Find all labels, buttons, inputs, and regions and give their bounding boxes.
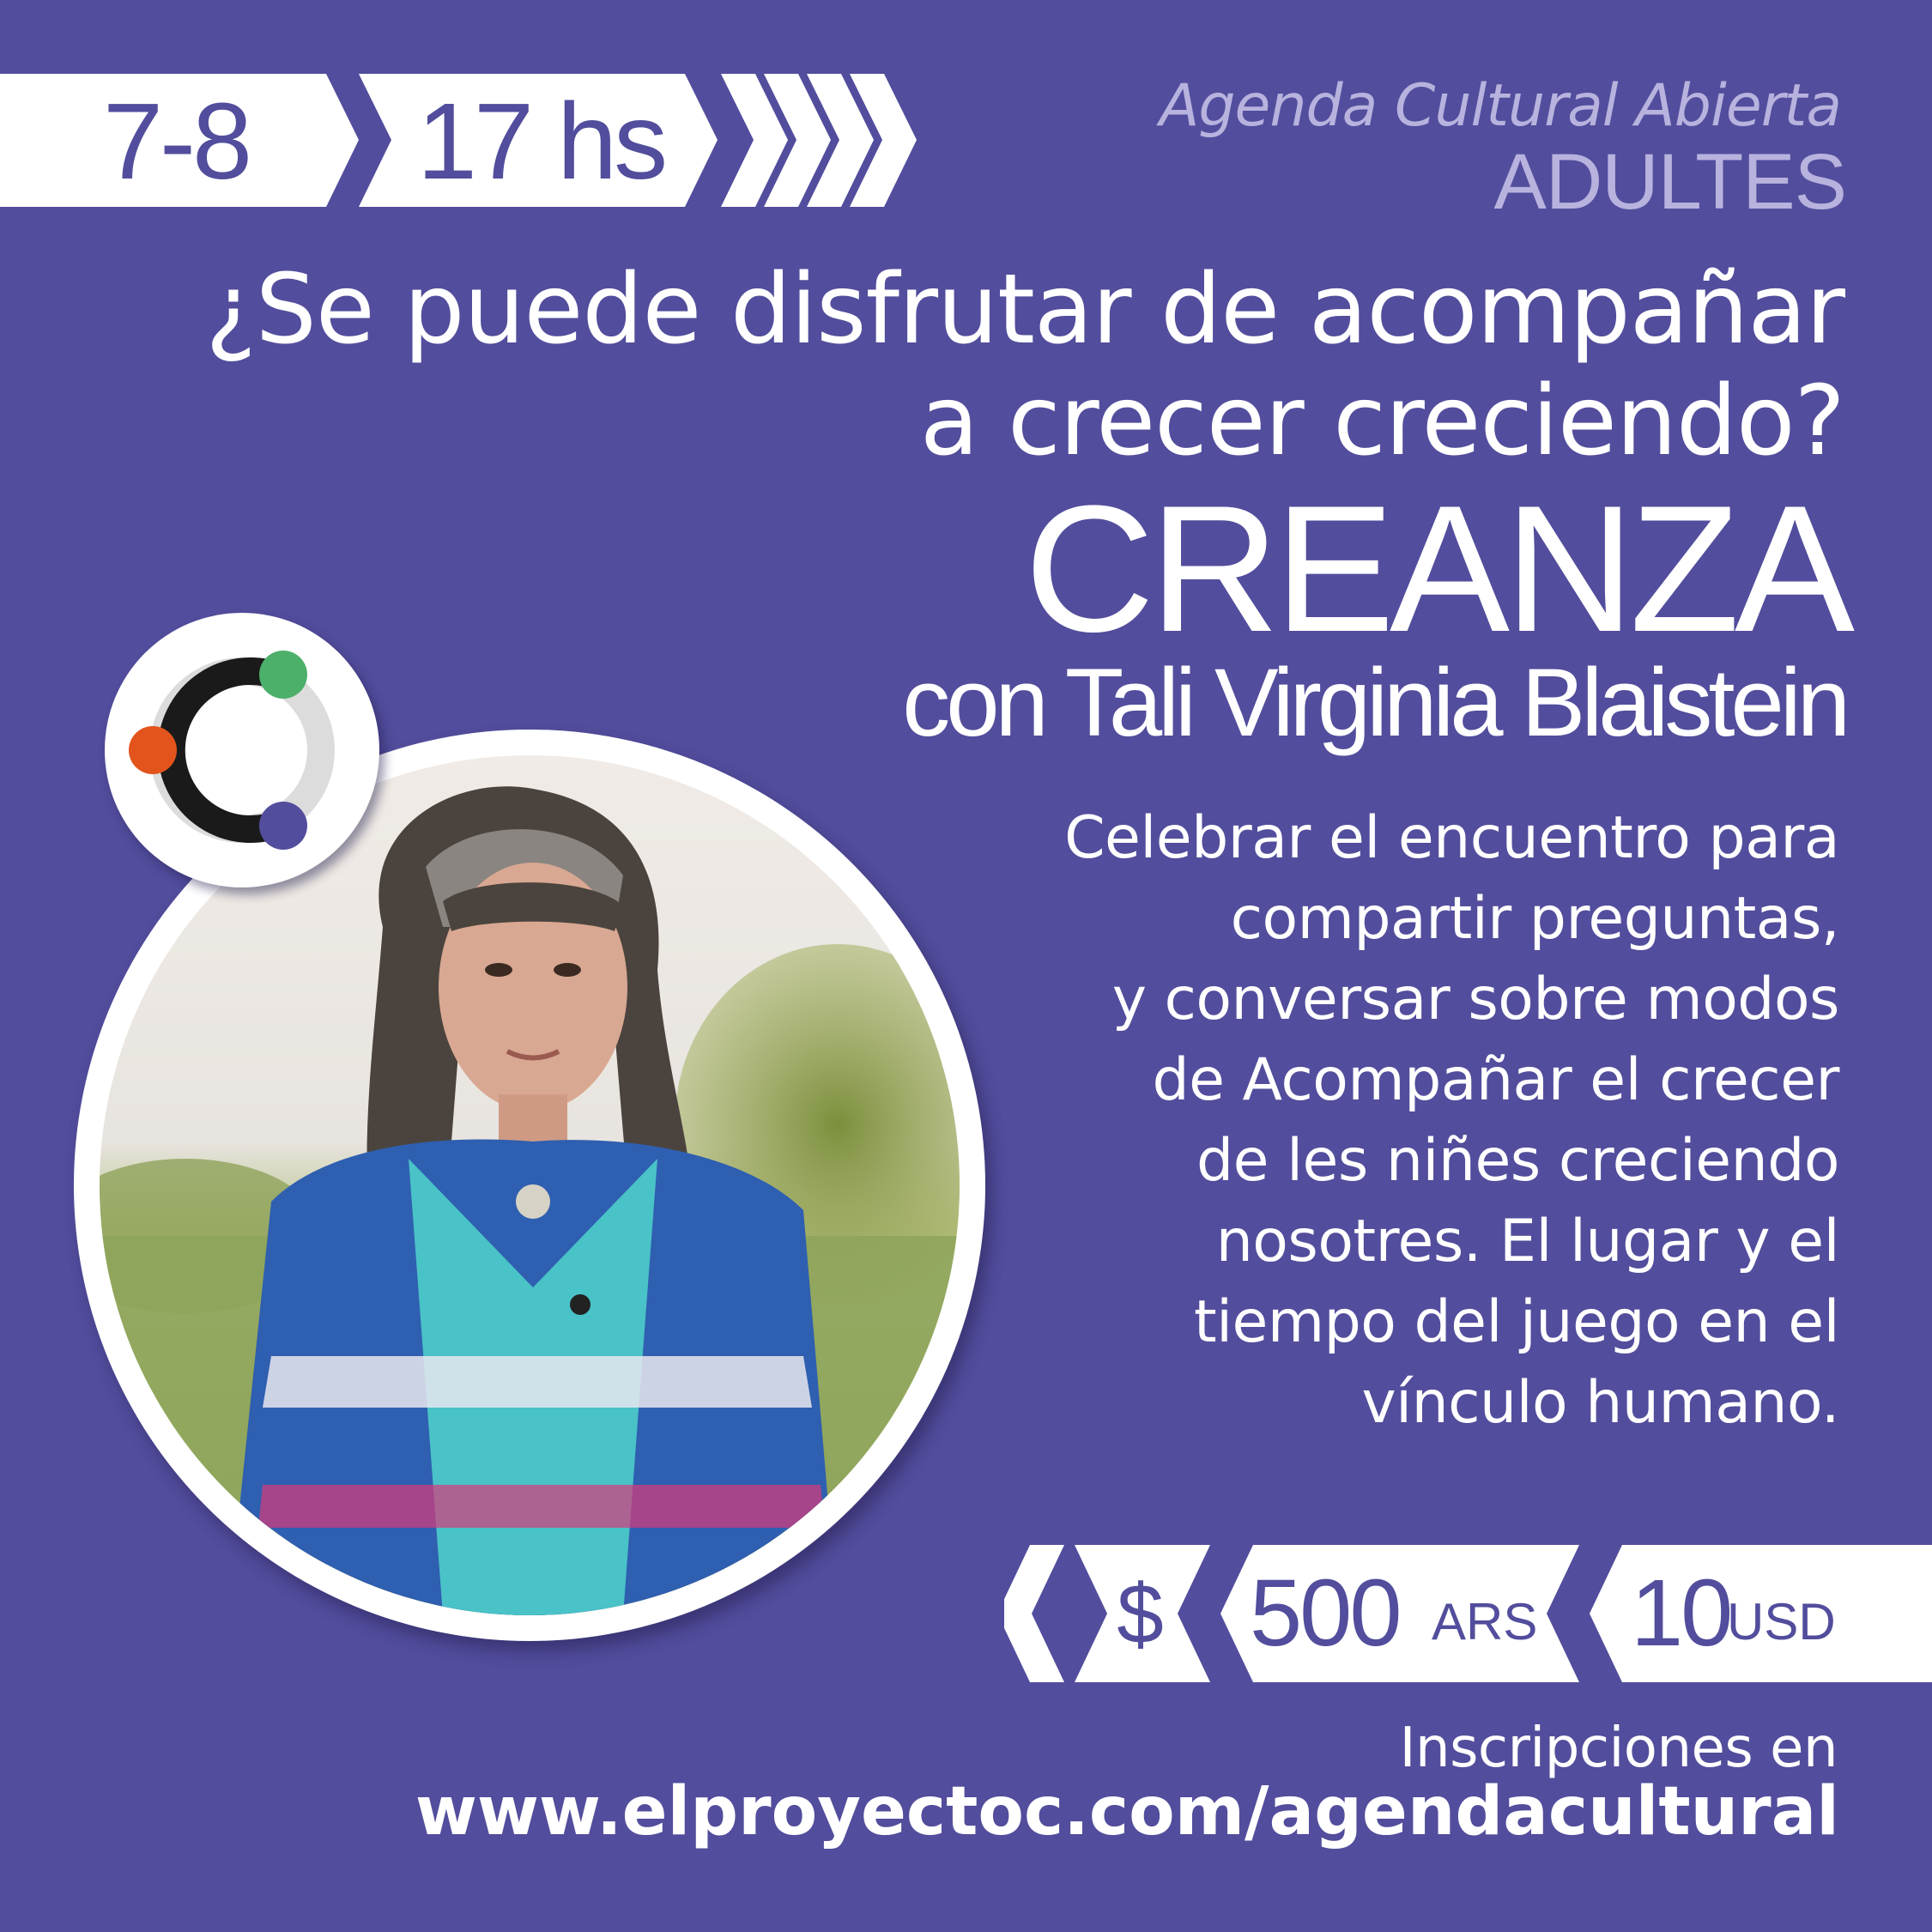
description-line: de les niñes creciendo xyxy=(1196,1127,1839,1195)
description-line: Celebrar el encuentro para xyxy=(1064,804,1839,872)
audience-label: ADULTES xyxy=(1493,138,1846,226)
elproyectoc-logo-icon xyxy=(105,613,379,887)
event-date: 7-8 xyxy=(102,81,250,202)
description xyxy=(887,798,1839,1444)
description-line: y conversar sobre modos xyxy=(1111,966,1839,1033)
organization-logo xyxy=(105,613,379,887)
description-line: nosotres. El lugar y el xyxy=(1215,1208,1839,1275)
price-ars-value: 500 xyxy=(1250,1560,1400,1666)
price-usd-unit: USD xyxy=(1727,1593,1836,1650)
register-url-link[interactable]: www.elproyectoc.com/agendacultural xyxy=(415,1773,1839,1850)
description-line: de Acompañar el crecer xyxy=(1152,1046,1839,1114)
host-line: con Tali Virginia Blaistein xyxy=(902,649,1846,756)
description-line: vínculo humano. xyxy=(1361,1369,1839,1437)
program-title: CREANZA xyxy=(1024,468,1850,669)
description-line: compartir preguntas, xyxy=(1230,885,1839,953)
headline xyxy=(85,254,1844,477)
headline-line: ¿Se puede disfrutar de acompañar xyxy=(205,254,1844,366)
register-label: Inscripciones en xyxy=(1399,1717,1838,1780)
price-usd-value: 10 xyxy=(1631,1560,1731,1666)
event-time: 17 hs xyxy=(416,81,665,202)
price-ars-unit: ARS xyxy=(1432,1593,1538,1650)
description-line: tiempo del juego en el xyxy=(1193,1288,1839,1356)
agenda-label: Agenda Cultural Abierta xyxy=(1159,72,1841,140)
headline-line: a crecer creciendo? xyxy=(919,366,1844,477)
currency-symbol: $ xyxy=(1117,1566,1161,1661)
